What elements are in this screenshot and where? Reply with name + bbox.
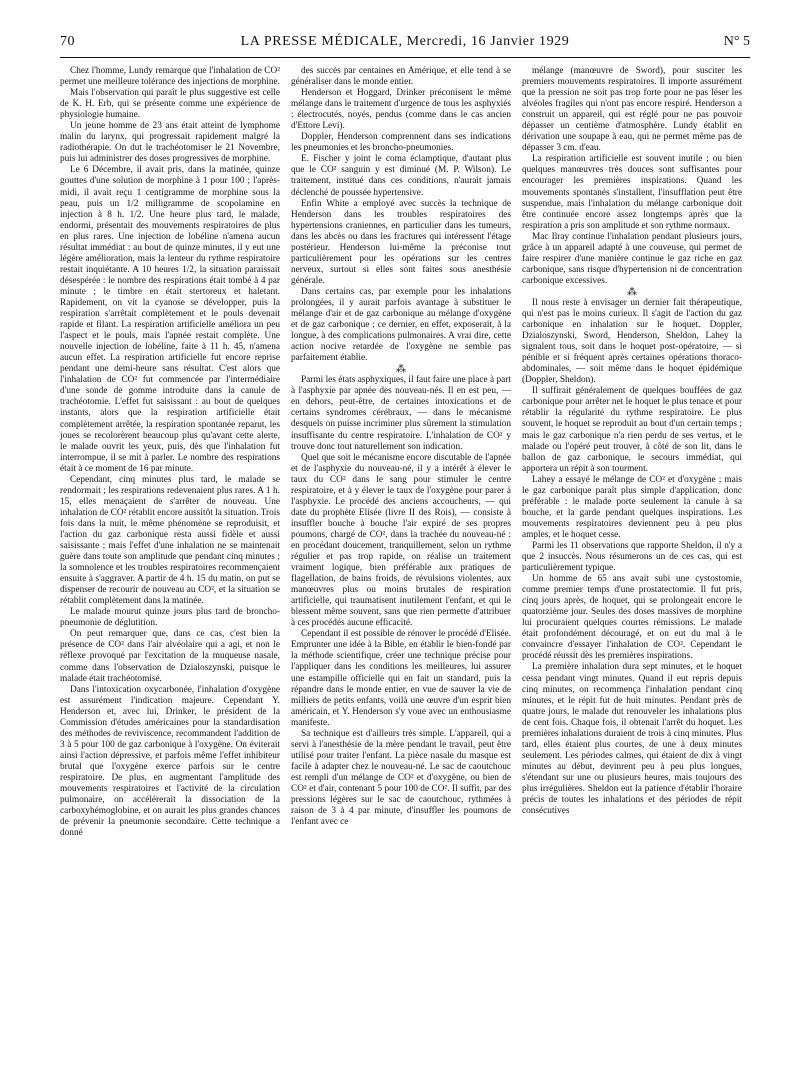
header-rule bbox=[60, 57, 750, 58]
paragraph: Le malade mourut quinze jours plus tard de broncho-pneumonie de déglutition. bbox=[60, 607, 280, 629]
paragraph: La respiration artificielle est souvent inutile ; ou bien quelques manœuvres très douces sont suffisantes pour encourager les premières inspirations. Quand les mouvements spontanés s'installent, l'insufflation peut être suspendue, mais l'inhalation du mélange carbonique doit être continuée encore assez longtemps après que la respiration a pris son amplitude et son rythme normaux. bbox=[522, 154, 742, 231]
paragraph: Sa technique est d'ailleurs très simple. L'appareil, qui a servi à l'anesthésie de la mère pendant le travail, peut être utilisé pour traiter l'enfant. La pièce nasale du masque est facile à adapter chez le nouveau-né. Le sac de caoutchouc est rempli d'un mélange de CO² et d'oxygène, ou bien de CO² et d'air, contenant 5 pour 100 de CO². Il suffit, par des pressions légères sur le sac de caoutchouc, rythmées à raison de 3 à 4 par minute, d'insuffler les poumons de l'enfant avec ce bbox=[291, 728, 511, 828]
paragraph: Doppler, Henderson comprennent dans ses indications les pneumonies et les broncho-pneumonies. bbox=[291, 132, 511, 154]
paragraph: La première inhalation dura sept minutes, et le hoquet cessa pendant vingt minutes. Quand il eut repris depuis cinq minutes, on recommença l'inhalation pendant cinq minutes, et le répit fut de huit minutes. Pendant près de quatre jours, le malade dut renouveler les inhalations plus de cent fois. Chaque fois, il obtenait l'arrêt du hoquet. Les premières inhalations duraient de trois à cinq minutes. Plus tard, elles étaient plus courtes, de une à deux minutes seulement. Les périodes calmes, qui étaient de dix à vingt minutes au début, devinrent peu à peu plus longues, s'étendant sur une ou plusieurs heures, mais toujours des plus irrégulières. Sheldon eut la patience d'établir l'horaire précis de toutes les inhalations et des périodes de répit consécutives bbox=[522, 662, 742, 817]
paragraph: Un jeune homme de 23 ans était atteint de lymphome malin du larynx, qui progressait rapidement malgré la radiothérapie. On dut le trachéotomiser le 21 Novembre, puis lui administrer des doses progressives de morphine. bbox=[60, 121, 280, 165]
column-right bbox=[522, 66, 742, 1066]
section-separator: ⁂ bbox=[396, 364, 406, 376]
paragraph: Mac Ilray continue l'inhalation pendant plusieurs jours, grâce à un appareil adapté à une couveuse, qui permet de faire respirer d'une manière continue le gaz riche en gaz carbonique, sans risque d'hypertension ni de concentration carbonique excessives. bbox=[522, 231, 742, 286]
running-title: LA PRESSE MÉDICALE, Mercredi, 16 Janvier 1929 bbox=[240, 34, 570, 49]
paragraph: Parmi les 11 observations que rapporte Sheldon, il n'y a que 2 insuccès. Nous résumerons un de ces cas, qui est particulièrement typique. bbox=[522, 540, 742, 574]
paragraph: Dans l'intoxication oxycarbonée, l'inhalation d'oxygène est assurément l'indication majeure. Cependant Y. Henderson et, avec lui, Drinker, le président de la Commission d'études américaines pour la standardisation des méthodes de reviviscence, recommandent l'addition de 3 à 5 pour 100 de gaz carbonique à l'oxygène. On éviterait ainsi l'action dépressive, et parfois même l'effet inhibiteur brutal que l'oxygène exerce parfois sur le centre respiratoire. De plus, en augmentant l'amplitude des mouvements respiratoires et l'activité de la circulation pulmonaire, on accélérerait la dissociation de la carboxyhémoglobine, et on aurait les plus grandes chances de prévenir la pneumonie secondaire. Cette technique a donné bbox=[60, 684, 280, 839]
paragraph: Enfin White a employé avec succès la technique de Henderson dans les troubles respiratoires des hypertensions craniennes, en particulier dans les tumeurs, dans les abcès ou dans les fractures qui intéressent l'étage postérieur. Henderson lui-même la préconise tout particulièrement pour les opérations sur les centres nerveux, surtout si elles sont faites sous anesthésie générale. bbox=[291, 198, 511, 286]
paragraph: mélange (manœuvre de Sword), pour susciter les premiers mouvements respiratoires. Il importe assurément que la pression ne soit pas trop forte pour ne pas léser les alvéoles fragiles qui n'ont pas encore respiré. Henderson a construit un appareil, qui est réglé pour ne pas pouvoir dépasser un centième d'atmosphère. Lundy établit en dérivation une soupape à eau, qui ne permet même pas de dépasser 3 cm. d'eau. bbox=[522, 66, 742, 154]
paragraph: Quel que soit le mécanisme encore discutable de l'apnée et de l'asphyxie du nouveau-né, il y a intérêt à élever le taux du CO² dans le sang pour stimuler le centre respiratoire, et à y élever le taux de l'oxygène pour parer à l'asphyxie. Le procédé des anciens accoucheurs, — qui date du prophète Elisée (livre II des Rois), — consiste à insuffler bouche à bouche l'air expiré de ses propres poumons, chargé de CO², dans la trachée du nouveau-né : en procédant doucement, tranquillement, selon un rythme régulier et pas trop rapide, on réalise un traitement vraiment logique, bien préférable aux pratiques de flagellation, de bains froids, de révulsions violentes, aux manœuvres plus ou moins brutales de respiration artificielle, qui traumatisent inutilement l'enfant, et qui le blessent même souvent, sans que rien permette d'attribuer à ces procédés aucune efficacité. bbox=[291, 452, 511, 629]
paragraph: Un homme de 65 ans avait subi une cystostomie, comme premier temps d'une prostatectomie. Il fut pris, cinq jours après, de hoquet, qui se prolongeait encore le quatorzième jour. Seules des doses massives de morphine lui procuraient quelques courtes rémissions. Le malade était profondément découragé, et on eut du mal à le convaincre d'essayer l'inhalation de CO². Cependant le procédé réussit dès les premières inspirations. bbox=[522, 574, 742, 662]
paragraph: Cependant il est possible de rénover le procédé d'Elisée. Emprunter une idée à la Bible, en établir le bien-fondé par la méthode scientifique, créer une technique précise pour l'appliquer dans les conditions les meilleures, lui assurer une estampille officielle qui en fait un standard, puis la répandre dans le monde entier, en vue de sauver la vie de milliers de petits enfants, voilà une œuvre d'un esprit bien américain, et Y. Henderson s'y voue avec un enthousiasme manifeste. bbox=[291, 629, 511, 728]
paragraph: Cependant, cinq minutes plus tard, le malade se rendormait ; les respirations redevenaient plus rares. A 1 h. 15, elles menaçaient de s'arrêter de nouveau. Une inhalation de CO² rétablit encore aussitôt la situation. Trois fois dans la nuit, le même phénomène se reproduisit, et l'action du gaz carbonique resta aussi fidèle et aussi saisissante ; mais l'effet d'une inhalation ne se maintenait guère dans toute son amplitude que pendant cinq minutes ; la somnolence et les troubles respiratoires recommençaient ensuite à s'aggraver. A partir de 4 h. 15 du matin, on put se dispenser de recourir de nouveau au CO², et la situation se rétablit complètement dans la matinée. bbox=[60, 474, 280, 607]
paragraph: E. Fischer y joint le coma éclamptique, d'autant plus que le CO² sanguin y est diminué (M. P. Wilson). Le traitement, institué dans ces conditions, n'aurait jamais déclenché de poussée hypertensive. bbox=[291, 154, 511, 198]
paragraph: Il nous reste à envisager un dernier fait thérapeutique, qui n'est pas le moins curieux. Il s'agit de l'action du gaz carbonique en inhalation sur le hoquet. Doppler, Dzialoszynski, Sword, Henderson, Sheldon, Lahey la signalent tous, soit dans le hoquet post-opératoire, — si pénible et si fréquent après certaines opérations thoraco-abdominales, — soit même dans le hoquet épidémique (Doppler, Sheldon). bbox=[522, 297, 742, 386]
paragraph: Mais l'observation qui paraît le plus suggestive est celle de K. H. Erb, qui se présente comme une expérience de physiologie humaine. bbox=[60, 88, 280, 121]
issue-number: N° 5 bbox=[723, 34, 750, 49]
paragraph: Henderson et Hoggard, Drinker préconisent le même mélange dans le traitement d'urgence de tous les asphyxiés : électrocutés, noyés, pendus (comme dans le cas ancien d'Ettore Levi). bbox=[291, 88, 511, 132]
paragraph: Dans certains cas, par exemple pour les inhalations prolongées, il y aurait parfois avantage à substituer le mélange d'air et de gaz carbonique au mélange d'oxygène et de gaz carbonique ; ce dernier, en effet, exposerait, à la longue, à des complications pulmonaires. A vrai dire, cette action nocive retardée de l'oxygène ne semble pas parfaitement établie. bbox=[291, 286, 511, 364]
paragraph: On peut remarquer que, dans ce cas, c'est bien la présence de CO² dans l'air alvéolaire qui a agi, et non le réflexe provoqué par l'excitation de la muqueuse nasale, comme dans l'observation de Dzialoszynski, puisque le malade était trachéotomisé. bbox=[60, 629, 280, 684]
paragraph: Parmi les états asphyxiques, il faut faire une place à part à l'asphyxie par apnée des nouveau-nés. Il en est peu, — en dehors, peut-être, de certaines intoxications et de certains syndromes cérébraux, — dans le mécanisme desquels on puisse incriminer plus sûrement la stimulation insuffisante du centre respiratoire. L'inhalation de CO² y trouve donc tout naturellement son indication. bbox=[291, 375, 511, 452]
page-header bbox=[60, 34, 750, 54]
paragraph: Chez l'homme, Lundy remarque que l'inhalation de CO² permet une meilleure tolérance des injections de morphine. bbox=[60, 66, 280, 88]
paragraph: Il suffirait généralement de quelques bouffées de gaz carbonique pour arrêter net le hoquet le plus tenace et pour rétablir la régularité du rythme respiratoire. Le plus souvent, le hoquet se reproduit au bout d'un certain temps ; mais le gaz carbonique n'a rien perdu de ses vertus, et le malade ou l'opéré peut trouver, à côté de son lit, dans le ballon de gaz carbonique, le secours immédiat, qui apportera un répit à son tourment. bbox=[522, 386, 742, 474]
paragraph: Lahey a essayé le mélange de CO² et d'oxygène ; mais le gaz carbonique paraît plus simple d'application, donc préférable : le malade porte seulement la canule à sa bouche, et la garde pendant quelques inspirations. Les mouvements respiratoires deviennent peu à peu plus amples, et le hoquet cesse. bbox=[522, 474, 742, 540]
column-left bbox=[60, 66, 280, 1066]
paragraph: des succès par centaines en Amérique, et elle tend à se généraliser dans le monde entier. bbox=[291, 66, 511, 88]
column-middle bbox=[291, 66, 511, 1066]
page-number: 70 bbox=[60, 34, 75, 49]
section-separator: ⁂ bbox=[627, 286, 637, 298]
paragraph: Le 6 Décembre, il avait pris, dans la matinée, quinze gouttes d'une solution de morphine à 1 pour 100 ; l'après-midi, il avait reçu 1 centigramme de morphine sous la peau, puis un 1/2 milligramme de scopolamine en injection à 8 h. 1/2. Une heure plus tard, le malade, endormi, présentait des mouvements respiratoires de plus en plus rares. Une injection de lobéline n'amena aucun résultat immédiat : au bout de quinze minutes, il y eut une légère amélioration, mais la lenteur du rythme respiratoire restait inquiétante. A 10 heures 1/2, la situation paraissait désespérée : le nombre des respirations était tombé à 4 par minute ; le timbre en était stertoreux et haletant. Rapidement, on vit la cyanose se développer, puis la respiration s'arrêtait complètement et le pouls devenait rapide et filant. La respiration artificielle améliora un peu l'aspect et le pouls, mais l'apnée restait complète. Une nouvelle injection de lobéline, faite à 11 h. 45, n'amena aucun effet. La respiration artificielle fut encore reprise pendant une demi-heure sans résultat. C'est alors que l'inhalation de CO² fut commencée par l'intermédiaire d'une sonde de gomme introduite dans la canule de trachéotomie. L'effet fut saisissant : au bout de quelques instants, alors que la respiration artificielle était complètement arrêtée, la respiration spontanée reparut, les joues se recolorèrent beaucoup plus qu'avant cette alerte, le malade ouvrit les yeux, puis, dès que l'inhalation fut interrompue, il se mit à parler. Le nombre des respirations était à ce moment de 16 par minute. bbox=[60, 165, 280, 474]
